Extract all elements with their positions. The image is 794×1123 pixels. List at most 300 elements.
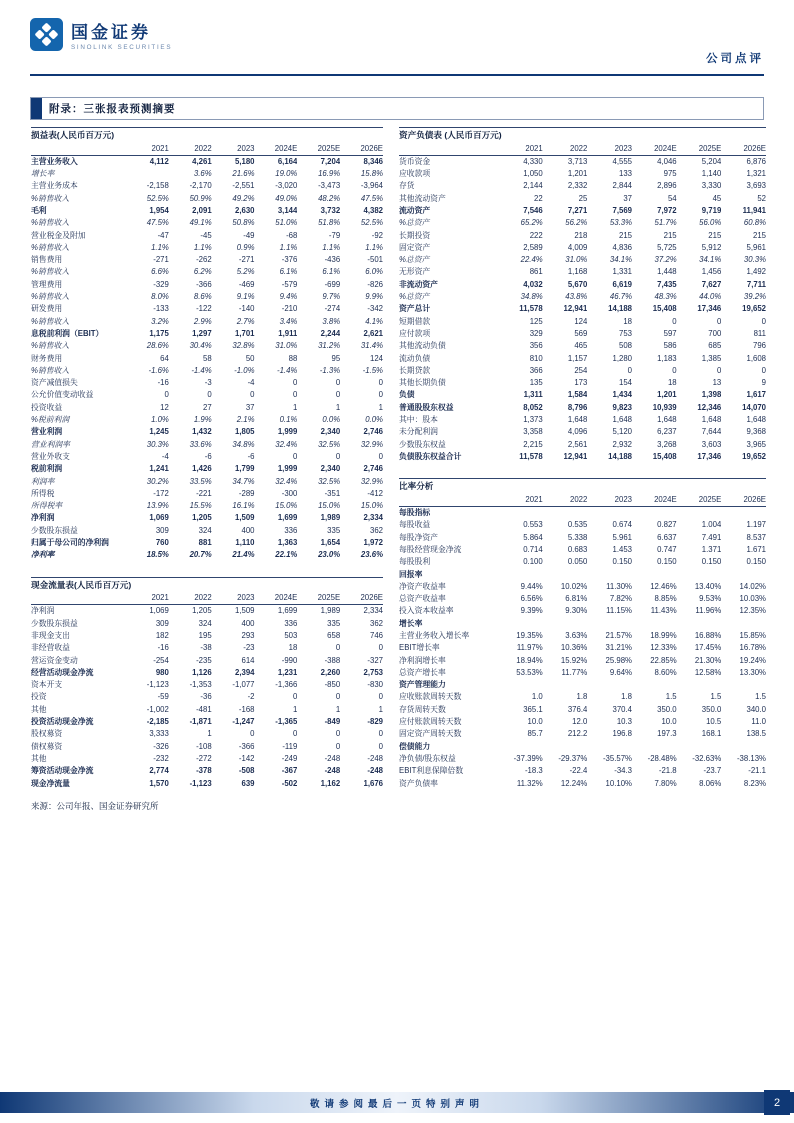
cell-value: 1,321 [746, 169, 766, 179]
cell-value: 1 [378, 704, 383, 714]
cell-value: 6.56% [520, 594, 543, 604]
cell-value: 2,774 [149, 766, 169, 776]
cell-value: 17,346 [697, 451, 722, 461]
cell-value: 50 [245, 353, 255, 363]
year-header-cell: 2022 [543, 143, 588, 156]
cell-value: 1,509 [235, 606, 255, 616]
cell-value: 1,999 [277, 464, 298, 474]
cell-value: 861 [529, 267, 543, 277]
cell-value: 0.150 [657, 557, 677, 567]
cell-value: 0 [293, 390, 298, 400]
cell-value: 22 [534, 193, 543, 203]
row-label: 流动负债 [399, 353, 431, 363]
row-label: 投资 [31, 692, 47, 702]
cell-value: 508 [618, 341, 632, 351]
row-label: 主营业务收入 [31, 156, 78, 166]
cell-value: 23.0% [318, 550, 341, 560]
cell-value: 5.961 [612, 532, 632, 542]
cell-value: 0.100 [523, 557, 543, 567]
table-row [399, 266, 766, 278]
cell-value: 2.9% [193, 316, 212, 326]
cell-value: 15.92% [560, 655, 588, 665]
table-row [399, 605, 766, 617]
cell-value: 2,144 [523, 181, 543, 191]
cell-value: -2,158 [146, 181, 169, 191]
cell-value: 34.8% [232, 439, 255, 449]
row-label: 货币资金 [399, 156, 431, 166]
cell-value: 16.88% [694, 630, 722, 640]
cell-value: 1,699 [277, 606, 298, 616]
cell-value: 685 [708, 341, 722, 351]
cell-value: -2 [247, 692, 255, 702]
cell-value: 1,676 [363, 778, 383, 788]
year-header-cell: 2021 [126, 143, 169, 156]
cell-value: 1,805 [235, 427, 255, 437]
cell-value: 8,052 [523, 402, 543, 412]
cell-value: 0 [378, 378, 383, 388]
cell-value: 10.5 [706, 717, 722, 727]
cell-value: 1,456 [701, 267, 722, 277]
table-row [399, 389, 766, 401]
cell-value: -469 [238, 279, 255, 289]
cell-value: 0 [293, 729, 298, 739]
cell-value: 9.4% [279, 292, 298, 302]
cell-value: -23.7 [703, 766, 722, 776]
table-row [31, 180, 383, 192]
cell-value: -1,077 [232, 680, 255, 690]
row-label: 流动资产 [399, 205, 431, 215]
year-header-cell: 2026E [721, 494, 766, 507]
table-row [399, 642, 766, 654]
cell-value: 336 [284, 525, 298, 535]
row-label: %销售收入 [31, 218, 70, 228]
row-label: 净利润增长率 [399, 655, 446, 665]
cell-value: 25 [578, 193, 588, 203]
cell-value: 11.97% [516, 643, 543, 653]
cell-value: 7,627 [701, 279, 722, 289]
row-label: 无形资产 [399, 267, 431, 277]
cell-value: -28.48% [647, 753, 677, 763]
table-row [31, 630, 383, 642]
row-label: 管理费用 [31, 279, 63, 289]
cell-value: 2,621 [363, 328, 383, 338]
cell-value: 4,009 [567, 242, 588, 252]
brand-logo [30, 18, 764, 56]
table-title-row [399, 128, 766, 143]
cell-value: -3,020 [275, 181, 298, 191]
cell-value: 881 [198, 538, 212, 547]
cell-value: 30.2% [146, 476, 169, 486]
cell-value: 32.9% [360, 439, 383, 449]
cell-value: 31.2% [318, 341, 341, 351]
cell-value: 64 [160, 353, 169, 363]
cell-value: 975 [663, 169, 677, 179]
cell-value: 5.864 [523, 532, 543, 542]
page-number: 2 [764, 1090, 790, 1115]
cell-value: 50.8% [232, 218, 255, 228]
cell-value: -271 [238, 255, 255, 265]
cell-value: 14,188 [608, 451, 632, 461]
cell-value: 1,570 [149, 778, 169, 788]
row-label: %销售收入 [31, 292, 70, 302]
cell-value: 8.6% [193, 292, 212, 302]
cell-value: 658 [327, 630, 341, 640]
cell-value: 4,261 [192, 156, 212, 166]
table-row [399, 778, 766, 790]
row-label: %销售收入 [31, 267, 70, 277]
cell-value: 0.827 [657, 520, 677, 530]
table-row [31, 728, 383, 740]
cell-value: 2,753 [363, 667, 383, 677]
cell-value: 2,260 [320, 667, 341, 677]
cell-value: 350.0 [701, 704, 722, 714]
year-header-cell: 2025E [677, 494, 722, 507]
cell-value: 1.5 [710, 692, 722, 702]
row-label: 资产减值损失 [31, 378, 78, 388]
cell-value: 182 [155, 630, 169, 640]
year-header-cell: 2025E [297, 592, 340, 605]
cell-value: 362 [369, 525, 383, 535]
row-label: 其他流动负债 [399, 341, 446, 351]
cell-value: 1.8 [621, 692, 632, 702]
cell-value: -3,964 [360, 181, 383, 191]
table-row [399, 439, 766, 451]
row-label: 股权募资 [31, 729, 63, 739]
cell-value: -59 [157, 692, 169, 702]
cell-value: -38 [200, 643, 212, 653]
cell-value: -6 [247, 451, 255, 461]
cell-value: 12 [160, 402, 169, 412]
cell-value: -376 [281, 255, 298, 265]
cell-value: 9,719 [701, 205, 722, 215]
cell-value: 45 [712, 193, 722, 203]
cell-value: -1.3% [319, 365, 341, 375]
cell-value: -221 [196, 488, 212, 498]
cell-value: 32.5% [318, 476, 341, 486]
cell-value: 14.02% [739, 581, 766, 591]
cell-value: 8.60% [654, 667, 677, 677]
year-header-row [31, 592, 383, 605]
cell-value: 124 [369, 353, 383, 363]
cell-value: 2,334 [363, 513, 383, 523]
cell-value: 12.35% [739, 606, 766, 616]
tables-area [31, 127, 766, 812]
cell-value: 7,972 [657, 205, 677, 215]
cell-value: -366 [196, 279, 212, 289]
cell-value: 4,555 [612, 156, 632, 166]
cell-value: -37.39% [513, 753, 543, 763]
table-row [399, 630, 766, 642]
table-row [399, 303, 766, 315]
cell-value: 11.15% [606, 606, 632, 616]
row-label: %销售收入 [31, 242, 70, 252]
cell-value: 796 [752, 341, 766, 351]
cell-value: 760 [155, 538, 169, 547]
cell-value: 5,204 [701, 156, 722, 166]
cell-value: -501 [367, 255, 383, 265]
row-label: 投入资本收益率 [399, 606, 454, 616]
cell-value: 48.3% [654, 292, 677, 302]
cell-value: 1.8 [576, 692, 588, 702]
cell-value: 2,340 [320, 427, 341, 437]
table-row [399, 655, 766, 667]
cell-value: 11,578 [519, 451, 543, 461]
cell-value: 1,999 [277, 427, 298, 437]
cell-value: 1 [335, 704, 341, 714]
cell-value: 16.78% [739, 643, 766, 653]
cell-value: 56.0% [699, 218, 722, 228]
cell-value: -1.4% [276, 365, 298, 375]
row-label: 财务费用 [31, 353, 63, 363]
cell-value: 810 [529, 353, 543, 363]
cell-value: 3,693 [746, 181, 766, 191]
cell-value: 15,408 [652, 304, 677, 314]
year-header-spacer [399, 143, 498, 156]
cell-value: 47.5% [360, 193, 383, 203]
cell-value: 1,069 [149, 606, 169, 616]
cell-value: 0 [378, 643, 383, 653]
cell-value: 37 [623, 193, 632, 203]
cell-value: 47.5% [146, 218, 169, 228]
cell-value: 0 [672, 316, 677, 326]
cell-value: 1.1% [193, 242, 212, 252]
row-label: 资本开支 [31, 680, 63, 690]
cell-value: 15.0% [360, 501, 383, 511]
cell-value: 0 [335, 390, 341, 400]
table-row [399, 728, 766, 740]
cell-value: -22.4 [569, 766, 588, 776]
cell-value: 34.7% [232, 476, 255, 486]
table-row [399, 451, 766, 463]
cell-value: 18.99% [650, 630, 677, 640]
cell-value: 376.4 [567, 704, 588, 714]
cell-value: 0 [672, 365, 677, 375]
cell-value: 12.24% [560, 778, 588, 788]
cell-value: 1,911 [278, 328, 298, 338]
cell-value: 400 [241, 618, 255, 628]
table-row [31, 426, 383, 438]
table-row [31, 716, 383, 728]
cell-value: 212.2 [567, 729, 588, 739]
cell-value: 6.0% [365, 267, 383, 277]
year-header-spacer [399, 494, 498, 507]
row-label: %销售收入 [31, 316, 70, 326]
year-header-row [399, 143, 766, 156]
cell-value: 0 [335, 378, 341, 388]
cell-value: 1,648 [701, 415, 722, 425]
row-label: 营业外收支 [31, 451, 70, 461]
cell-value: 356 [529, 341, 543, 351]
cell-value: 0.674 [612, 520, 632, 530]
cell-value: -210 [281, 304, 298, 314]
table-row [31, 618, 383, 630]
cell-value: -4 [247, 378, 255, 388]
row-label: 每股收益 [399, 520, 431, 530]
row-label: 非流动资产 [399, 279, 438, 289]
row-label: 总资产增长率 [399, 667, 446, 677]
row-label: 每股股利 [399, 557, 431, 567]
cell-value: 6.81% [565, 594, 588, 604]
cell-value: 0.0% [365, 415, 383, 425]
cell-value: 1,608 [746, 353, 766, 363]
table-row [31, 377, 383, 389]
year-header-spacer [31, 592, 126, 605]
cell-value: 197.3 [657, 729, 677, 739]
cell-value: 33.6% [189, 439, 212, 449]
table-row [399, 426, 766, 438]
cell-value: 10.10% [605, 778, 632, 788]
cell-value: 32.9% [360, 476, 383, 486]
cell-value: -849 [324, 717, 341, 727]
cell-value: 195 [198, 630, 212, 640]
year-header-cell: 2023 [212, 143, 255, 156]
cell-value: 22.85% [650, 655, 677, 665]
cell-value: 700 [708, 328, 722, 338]
table-row [399, 230, 766, 242]
table-row [31, 451, 383, 463]
cell-value: 51.7% [654, 218, 677, 228]
cell-value: 9.1% [236, 292, 255, 302]
cell-value: -3,473 [318, 181, 341, 191]
cell-value: -248 [367, 753, 383, 763]
cell-value: 21.57% [605, 630, 632, 640]
table-row [31, 679, 383, 691]
cell-value: -1,366 [275, 680, 298, 690]
cell-value: 8.537 [746, 532, 766, 542]
cell-value: 753 [618, 328, 632, 338]
cell-value: 30.3% [743, 255, 766, 265]
cell-value: 23.6% [360, 550, 383, 560]
cell-value: 12,941 [563, 451, 588, 461]
cell-value: 0.150 [612, 557, 632, 567]
table-row [399, 581, 766, 593]
cell-value: 52.5% [360, 218, 383, 228]
row-label: 存货周转天数 [399, 704, 446, 714]
cell-value: 1,162 [320, 778, 341, 788]
cell-value: 8.23% [743, 778, 766, 788]
cell-value: -366 [238, 741, 255, 751]
cell-value: 1,201 [567, 169, 588, 179]
table-row [31, 155, 383, 168]
year-header-cell: 2022 [169, 592, 212, 605]
row-label: 其他流动资产 [399, 193, 446, 203]
row-label: 营业利润 [31, 427, 63, 437]
year-header-cell: 2024E [632, 143, 677, 156]
cell-value: 309 [155, 525, 169, 535]
cell-value: 88 [288, 353, 298, 363]
cell-value: 37.2% [654, 255, 677, 265]
cell-value: 10.3 [616, 717, 632, 727]
cell-value: -436 [324, 255, 341, 265]
cell-value: 1.0 [531, 692, 543, 702]
table-row [399, 556, 766, 568]
cell-value: 1,231 [277, 667, 298, 677]
cell-value: 0 [761, 316, 766, 326]
cell-value: 2,589 [523, 242, 543, 252]
cell-value: 21.6% [232, 169, 255, 179]
cell-value: -1.6% [148, 365, 169, 375]
row-label: 利润率 [31, 476, 55, 486]
cell-value: 52 [757, 193, 766, 203]
row-label: %销售收入 [31, 341, 70, 351]
table-row [31, 291, 383, 303]
cell-value: 1,168 [567, 267, 588, 277]
row-label: %总资产 [399, 255, 430, 265]
year-header-row [399, 494, 766, 507]
cell-value: 5,670 [567, 279, 588, 289]
cell-value: 0 [761, 365, 766, 375]
cell-value: -68 [286, 230, 298, 240]
cell-value: -830 [367, 680, 383, 690]
table-row [31, 353, 383, 365]
row-label: 净资产收益率 [399, 581, 446, 591]
cell-value: 31.21% [605, 643, 632, 653]
cell-value: 50.9% [189, 193, 212, 203]
cell-value: 222 [529, 230, 543, 240]
cell-value: 53.3% [609, 218, 632, 228]
cell-value: 12,941 [563, 304, 588, 314]
cell-value: 400 [241, 525, 255, 535]
title-accent-bar [31, 98, 42, 119]
table-row [31, 512, 383, 524]
year-header-cell: 2024E [255, 592, 298, 605]
cell-value: 218 [574, 230, 588, 240]
cell-value: -2,185 [146, 717, 169, 727]
row-label: 固定资产 [399, 242, 431, 252]
cell-value: 135 [529, 378, 543, 388]
cell-value: 1 [293, 402, 298, 412]
row-label: 应收款项 [399, 169, 431, 179]
cell-value: 1,426 [192, 464, 212, 474]
cell-value: 215 [752, 230, 766, 240]
cell-value: -34.3 [614, 766, 632, 776]
row-label: 其中：股本 [399, 415, 438, 425]
cell-value: 4,382 [363, 205, 383, 215]
year-header-cell: 2024E [632, 494, 677, 507]
cell-value: 3,603 [701, 439, 722, 449]
table-row [31, 753, 383, 765]
cell-value: 48.2% [318, 193, 341, 203]
table-row [399, 254, 766, 266]
table-row [31, 642, 383, 654]
table-row [31, 242, 383, 254]
cell-value: -1,247 [232, 717, 255, 727]
ratio-analysis-table-host [399, 478, 766, 790]
cell-value: 309 [155, 618, 169, 628]
cell-value: 1,699 [277, 513, 298, 523]
cell-value: 133 [618, 169, 632, 179]
row-label: 负债 [399, 390, 415, 400]
cell-value: 1,280 [612, 353, 632, 363]
cell-value: 336 [284, 618, 298, 628]
cell-value: -3 [204, 378, 212, 388]
cell-value: 503 [284, 630, 298, 640]
row-label: EBIT增长率 [399, 643, 440, 653]
cell-value: 9.7% [322, 292, 341, 302]
cell-value: -508 [238, 766, 255, 776]
cell-value: 15.0% [275, 501, 298, 511]
cell-value: -29.37% [558, 753, 588, 763]
row-label: 未分配利润 [399, 427, 438, 437]
cell-value: -2,170 [189, 181, 212, 191]
cell-value: 11.30% [606, 581, 632, 591]
cell-value: 7,711 [746, 279, 766, 289]
year-header-cell: 2026E [340, 592, 383, 605]
cell-value: 1,175 [149, 328, 169, 338]
cell-value: 2.7% [236, 316, 255, 326]
cell-value: -378 [196, 766, 212, 776]
cell-value: 365.1 [523, 704, 543, 714]
